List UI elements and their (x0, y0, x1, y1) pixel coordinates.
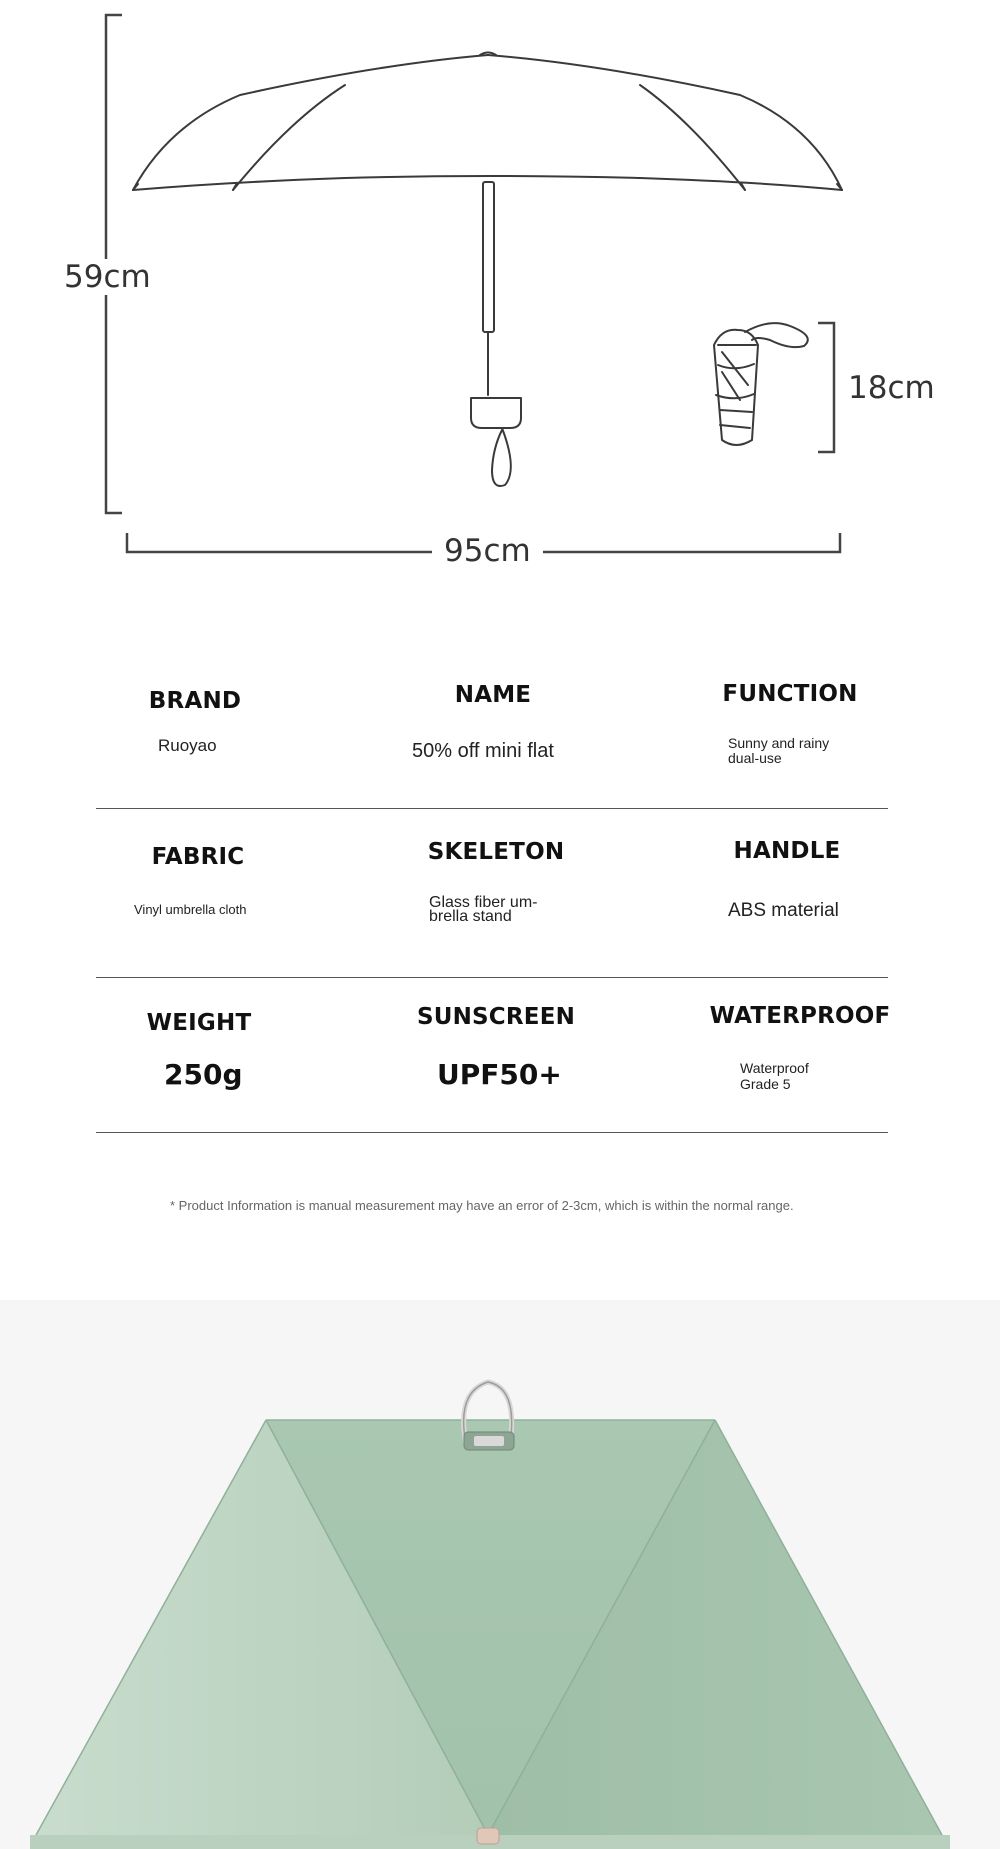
spec-table (0, 660, 1000, 1140)
spec-waterproof-title: WATERPROOF (709, 1003, 891, 1029)
row-divider-3 (96, 1132, 888, 1133)
row-divider-1 (96, 808, 888, 809)
spec-weight-value: 250g (164, 1058, 243, 1091)
spec-weight (49, 1010, 349, 1036)
spec-brand-title: BRAND (148, 688, 242, 714)
dimension-diagram (0, 0, 1000, 580)
spec-skeleton-value: Glass fiber um-brella stand (429, 894, 538, 925)
spec-sunscreen-value: UPF50+ (437, 1058, 562, 1091)
folded-umbrella (714, 323, 808, 445)
spec-brand (45, 688, 345, 714)
row-divider-2 (96, 977, 888, 978)
spec-handle (637, 838, 937, 864)
spec-name-title: NAME (454, 682, 532, 708)
spec-fabric-title: FABRIC (151, 844, 245, 870)
spec-waterproof-value: Waterproof Grade 5 (740, 1060, 809, 1092)
spec-handle-value: ABS material (728, 900, 839, 921)
folded-length-label: 18cm (848, 370, 935, 406)
spec-skeleton-title: SKELETON (427, 839, 565, 865)
spec-name (343, 682, 643, 708)
tip-cap (477, 1828, 499, 1844)
spec-function-title: FUNCTION (722, 681, 858, 707)
spec-fabric-value: Vinyl umbrella cloth (134, 902, 247, 917)
open-umbrella (133, 53, 842, 487)
spec-waterproof (650, 1003, 950, 1029)
spec-handle-title: HANDLE (733, 838, 841, 864)
measurement-note: * Product Information is manual measurement may have an error of 2-3cm, which is within the normal range. (170, 1198, 794, 1213)
height-label: 59cm (64, 259, 151, 295)
spec-brand-value: Ruoyao (158, 736, 217, 755)
spec-function (640, 681, 940, 707)
folded-bracket (818, 323, 834, 452)
spec-sunscreen-title: SUNSCREEN (416, 1004, 576, 1030)
spec-fabric (48, 844, 348, 870)
spec-function-value: Sunny and rainy dual-use (728, 735, 830, 766)
spec-weight-title: WEIGHT (146, 1010, 252, 1036)
product-photo (0, 1300, 1000, 1849)
spec-sunscreen (346, 1004, 646, 1030)
spec-skeleton (346, 839, 646, 865)
spec-name-value: 50% off mini flat (412, 740, 554, 762)
width-label: 95cm (432, 533, 543, 569)
green-umbrella-image (0, 1300, 1000, 1849)
